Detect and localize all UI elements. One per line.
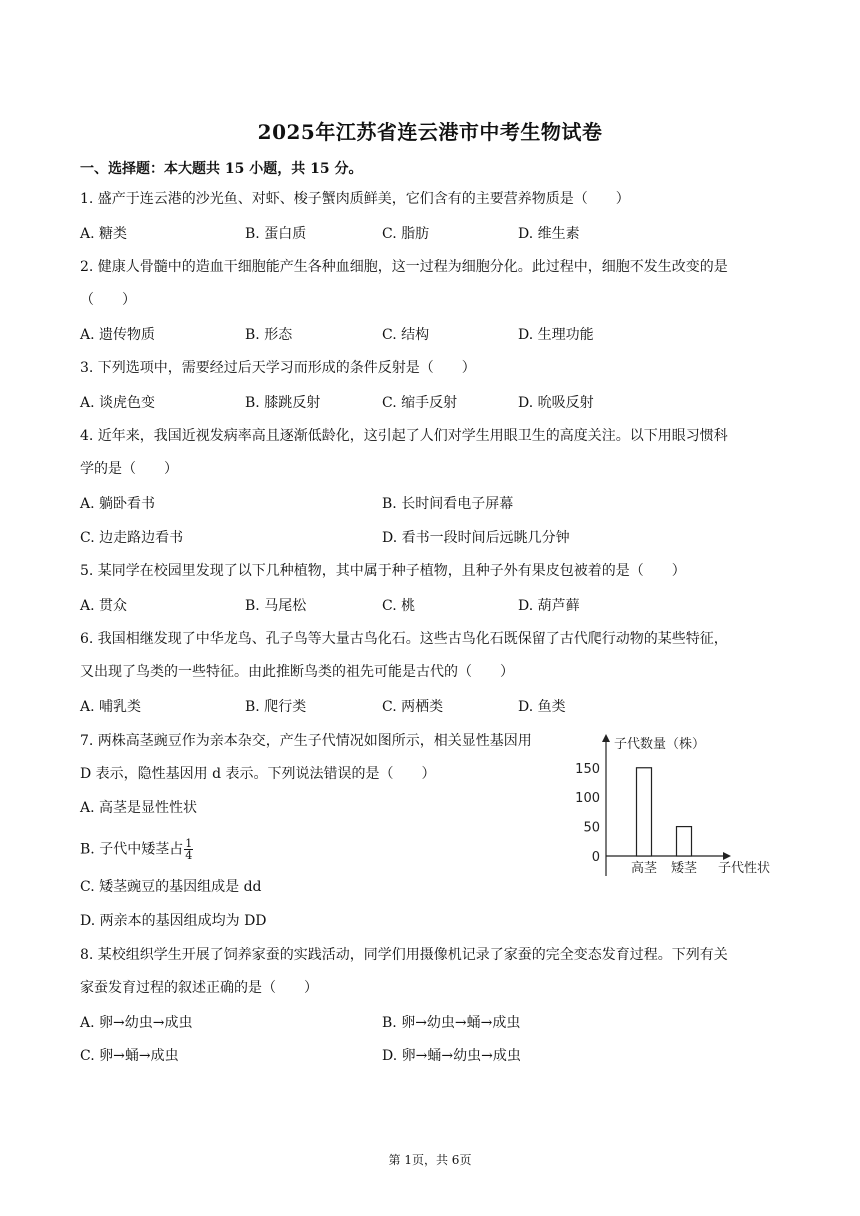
q3-option-a: A. 谈虎色变 [80, 395, 156, 411]
question-6-stem-line2: 又出现了鸟类的一些特征。由此推断鸟类的祖先可能是古代的（ ） [80, 664, 514, 680]
bar-group [637, 768, 692, 856]
q6-option-b: B. 爬行类 [245, 699, 307, 715]
q1-option-d: D. 维生素 [518, 226, 580, 242]
q2-option-d: D. 生理功能 [518, 327, 594, 343]
question-6-stem-line1: 6. 我国相继发现了中华龙鸟、孔子鸟等大量古鸟化石。这些古鸟化石既保留了古代爬行动物的某些特征， [80, 631, 728, 647]
q5-option-a: A. 贯众 [80, 598, 128, 614]
q6-option-a: A. 哺乳类 [80, 699, 142, 715]
q2-option-a: A. 遗传物质 [80, 327, 156, 343]
y-tick-label: 100 [575, 791, 600, 807]
q5-option-b: B. 马尾松 [245, 598, 307, 614]
q5-option-c: C. 桃 [382, 598, 416, 614]
section-heading: 一、选择题：本大题共 15 小题，共 15 分。 [80, 161, 363, 177]
y-tick-label: 150 [575, 761, 600, 777]
x-axis-label: 子代性状 [718, 861, 771, 876]
q4-option-d: D. 看书一段时间后远眺几分钟 [382, 530, 570, 546]
question-7-stem-line1: 7. 两株高茎豌豆作为亲本杂交，产生子代情况如图所示，相关显性基因用 [80, 733, 532, 749]
q1-option-b: B. 蛋白质 [245, 226, 307, 242]
q2-option-c: C. 结构 [382, 327, 430, 343]
q4-option-a: A. 躺卧看书 [80, 496, 156, 512]
fraction-denominator: 4 [185, 849, 193, 862]
q7-option-b [80, 838, 193, 861]
question-8-stem-line2: 家蚕发育过程的叙述正确的是（ ） [80, 980, 318, 996]
question-3-stem: 3. 下列选项中，需要经过后天学习而形成的条件反射是（ ） [80, 360, 476, 376]
fraction-numerator: 1 [185, 837, 193, 850]
y-axis-arrow [602, 734, 610, 742]
y-tick-group [575, 762, 600, 865]
question-1-stem: 1. 盛产于连云港的沙光鱼、对虾、梭子蟹肉质鲜美，它们含有的主要营养物质是（ ） [80, 191, 630, 207]
q4-option-b: B. 长时间看电子屏幕 [382, 496, 514, 512]
q3-option-c: C. 缩手反射 [382, 395, 458, 411]
q8-option-a: A. 卵→幼虫→成虫 [80, 1015, 193, 1031]
q8-option-b: B. 卵→幼虫→蛹→成虫 [382, 1015, 521, 1031]
q6-option-c: C. 两栖类 [382, 699, 444, 715]
y-tick-label: 0 [591, 850, 600, 865]
q7-option-c: C. 矮茎豌豆的基因组成是 dd [80, 879, 262, 895]
x-tick-label: 矮茎 [670, 861, 698, 876]
question-4-stem-line2: 学的是（ ） [80, 461, 178, 477]
bar-dwarf-stem [677, 827, 692, 856]
question-8-stem-line1: 8. 某校组织学生开展了饲养家蚕的实践活动，同学们用摄像机记录了家蚕的完全变态发育过程。下列有关 [80, 947, 728, 963]
page-title: 2025年江苏省连云港市中考生物试卷 [257, 120, 603, 144]
x-tick-group [631, 860, 698, 876]
q8-option-d: D. 卵→蛹→幼虫→成虫 [382, 1048, 521, 1064]
fraction-one-quarter [184, 838, 193, 861]
q7-option-d: D. 两亲本的基因组成均为 DD [80, 913, 267, 929]
x-axis-arrow [723, 852, 731, 860]
question-4-stem-line1: 4. 近年来，我国近视发病率高且逐渐低龄化，这引起了人们对学生用眼卫生的高度关注。以下用眼习惯科 [80, 428, 728, 444]
question-2-stem-line1: 2. 健康人骨髓中的造血干细胞能产生各种血细胞，这一过程为细胞分化。此过程中，细胞不发生改变的是 [80, 259, 728, 275]
q8-option-c: C. 卵→蛹→成虫 [80, 1048, 179, 1064]
question-7-stem-line2: D 表示，隐性基因用 d 表示。下列说法错误的是（ ） [80, 766, 436, 782]
bar-tall-stem [637, 768, 652, 856]
q1-option-a: A. 糖类 [80, 226, 128, 242]
q3-option-d: D. 吮吸反射 [518, 395, 594, 411]
q4-option-c: C. 边走路边看书 [80, 530, 184, 546]
q3-option-b: B. 膝跳反射 [245, 395, 321, 411]
x-tick-label: 高茎 [630, 861, 658, 876]
q2-option-b: B. 形态 [245, 327, 293, 343]
q7-option-a: A. 高茎是显性性状 [80, 800, 198, 816]
y-tick-label: 50 [583, 820, 600, 836]
q5-option-d: D. 葫芦藓 [518, 598, 580, 614]
question-5-stem: 5. 某同学在校园里发现了以下几种植物，其中属于种子植物，且种子外有果皮包被着的是（ ） [80, 563, 686, 579]
q7-option-b-text: B. 子代中矮茎占 [80, 841, 184, 858]
offspring-bar-chart [560, 728, 790, 883]
y-axis-label: 子代数量（株） [614, 737, 706, 752]
question-2-stem-line2: （ ） [80, 292, 136, 308]
q6-option-d: D. 鱼类 [518, 699, 566, 715]
page-footer: 第 1页，共 6页 [388, 1153, 472, 1167]
q1-option-c: C. 脂肪 [382, 226, 430, 242]
